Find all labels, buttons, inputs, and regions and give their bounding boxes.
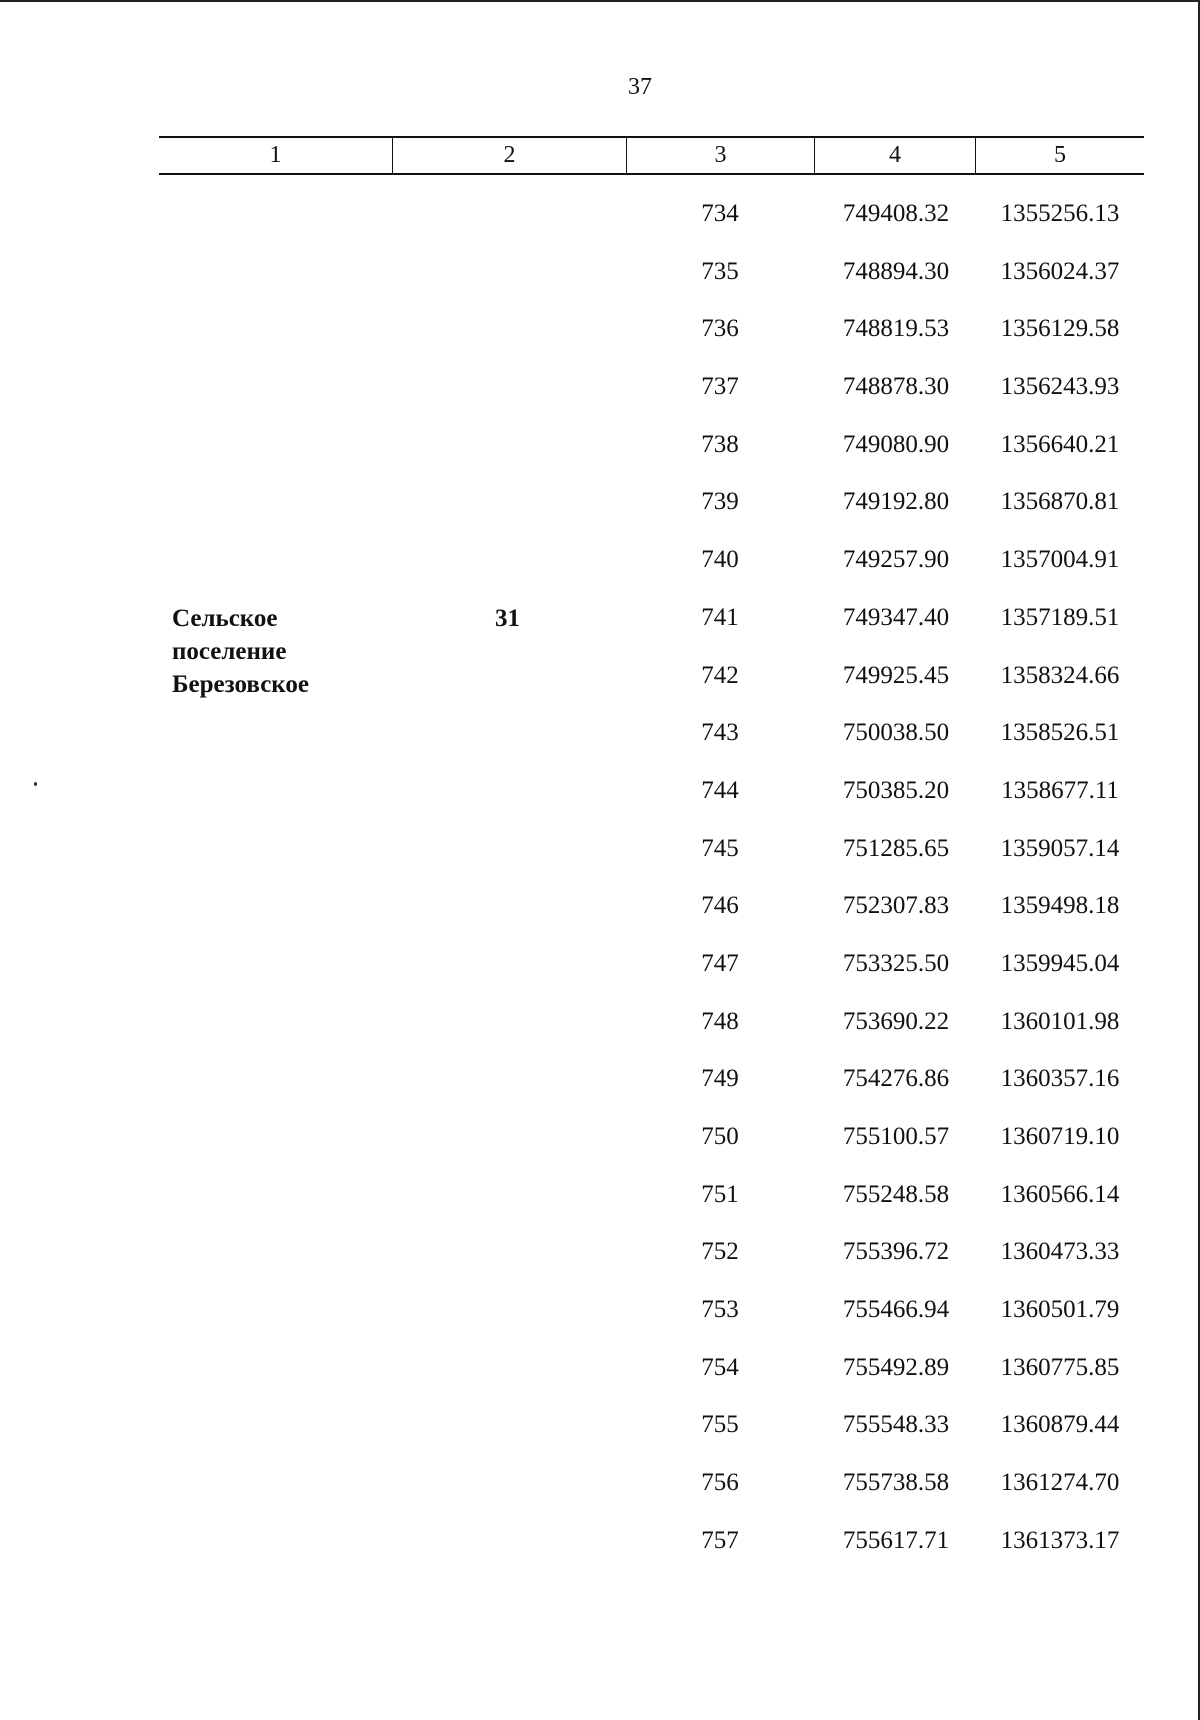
x-coordinate-cell: 751285.65 <box>842 834 950 862</box>
point-number-cell: 746 <box>701 892 739 920</box>
point-number-cell: 739 <box>701 488 739 516</box>
point-number-cell: 755 <box>701 1411 739 1439</box>
x-coordinate-cell: 750385.20 <box>842 776 950 804</box>
table-row <box>0 252 1200 310</box>
settlement-name-line: Березовское <box>172 671 309 698</box>
table-row <box>0 1002 1200 1060</box>
settlement-number: 31 <box>495 605 520 632</box>
x-coordinate-cell: 748819.53 <box>842 315 950 343</box>
x-coordinate-cell: 749408.32 <box>842 200 950 227</box>
y-coordinate-cell: 1358526.51 <box>1000 719 1120 747</box>
y-coordinate-cell: 1360566.14 <box>1000 1180 1120 1208</box>
table-row <box>0 771 1200 829</box>
y-coordinate-cell: 1356870.81 <box>1000 488 1120 516</box>
scan-border-top <box>0 0 1200 2</box>
y-coordinate-cell: 1356024.37 <box>1000 257 1120 285</box>
table-row <box>0 886 1200 944</box>
table-row <box>0 540 1200 598</box>
table-row <box>0 656 1200 714</box>
x-coordinate-cell: 755492.89 <box>842 1353 950 1381</box>
table-row <box>0 194 1200 252</box>
table-row <box>0 425 1200 483</box>
table-row <box>0 309 1200 367</box>
point-number-cell: 750 <box>701 1123 739 1150</box>
table-row <box>0 1348 1200 1406</box>
point-number-cell: 744 <box>701 776 739 804</box>
table-row <box>0 1059 1200 1117</box>
y-coordinate-cell: 1360101.98 <box>1000 1007 1120 1035</box>
x-coordinate-cell: 754276.86 <box>842 1065 950 1093</box>
x-coordinate-cell: 748894.30 <box>842 257 950 285</box>
y-coordinate-cell: 1355256.13 <box>1000 200 1120 227</box>
y-coordinate-cell: 1359945.04 <box>1000 949 1120 977</box>
x-coordinate-cell: 750038.50 <box>842 719 950 747</box>
y-coordinate-cell: 1360357.16 <box>1000 1065 1120 1093</box>
point-number-cell: 754 <box>701 1353 739 1381</box>
table-row <box>0 1175 1200 1233</box>
point-number-cell: 745 <box>701 834 739 862</box>
column-header-1: 1 <box>269 142 282 168</box>
y-coordinate-cell: 1360719.10 <box>1000 1123 1120 1150</box>
y-coordinate-cell: 1356640.21 <box>1000 430 1120 458</box>
table-header <box>159 136 1144 175</box>
x-coordinate-cell: 748878.30 <box>842 373 950 401</box>
x-coordinate-cell: 755466.94 <box>842 1296 950 1324</box>
point-number-cell: 747 <box>701 949 739 977</box>
x-coordinate-cell: 749257.90 <box>842 546 950 574</box>
point-number-cell: 736 <box>701 315 739 343</box>
x-coordinate-cell: 755738.58 <box>842 1469 950 1497</box>
table-row <box>0 598 1200 656</box>
table-row <box>0 1521 1200 1579</box>
settlement-name-line: поселение <box>172 638 287 665</box>
y-coordinate-cell: 1359498.18 <box>1000 892 1120 920</box>
table-row <box>0 944 1200 1002</box>
scan-speck <box>34 782 37 786</box>
table-row <box>0 1290 1200 1348</box>
y-coordinate-cell: 1360501.79 <box>1000 1296 1120 1324</box>
column-header-2: 2 <box>392 138 626 173</box>
y-coordinate-cell: 1357004.91 <box>1000 546 1120 574</box>
column-header-5: 5 <box>975 138 1144 173</box>
point-number-cell: 742 <box>701 661 739 689</box>
x-coordinate-cell: 749347.40 <box>842 603 950 631</box>
point-number-cell: 748 <box>701 1007 739 1035</box>
x-coordinate-cell: 752307.83 <box>842 892 950 920</box>
point-number-cell: 753 <box>701 1296 739 1324</box>
point-number-cell: 749 <box>701 1065 739 1093</box>
y-coordinate-cell: 1358677.11 <box>1001 776 1119 804</box>
page-number: 37 <box>628 74 652 100</box>
column-header-4: 4 <box>814 138 975 173</box>
point-number-cell: 752 <box>701 1238 739 1266</box>
y-coordinate-cell: 1357189.51 <box>1000 603 1120 631</box>
y-coordinate-cell: 1358324.66 <box>1000 661 1120 689</box>
x-coordinate-cell: 755100.57 <box>842 1123 950 1150</box>
coordinate-table-body <box>0 194 1200 1579</box>
x-coordinate-cell: 753325.50 <box>842 949 950 977</box>
x-coordinate-cell: 755396.72 <box>842 1238 950 1266</box>
x-coordinate-cell: 755617.71 <box>842 1526 950 1554</box>
table-row <box>0 482 1200 540</box>
table-row <box>0 713 1200 771</box>
point-number-cell: 756 <box>701 1469 739 1497</box>
point-number-cell: 751 <box>701 1180 739 1208</box>
y-coordinate-cell: 1360879.44 <box>1000 1411 1120 1439</box>
y-coordinate-cell: 1356129.58 <box>1000 315 1120 343</box>
column-header-3: 3 <box>626 138 814 173</box>
point-number-cell: 737 <box>701 373 739 401</box>
x-coordinate-cell: 749080.90 <box>842 430 950 458</box>
table-row <box>0 1232 1200 1290</box>
point-number-cell: 735 <box>701 257 739 285</box>
table-row <box>0 829 1200 887</box>
y-coordinate-cell: 1361274.70 <box>1000 1469 1120 1497</box>
y-coordinate-cell: 1360775.85 <box>1000 1353 1120 1381</box>
table-row <box>0 1463 1200 1521</box>
point-number-cell: 757 <box>701 1526 739 1554</box>
y-coordinate-cell: 1360473.33 <box>1000 1238 1120 1266</box>
x-coordinate-cell: 755548.33 <box>842 1411 950 1439</box>
y-coordinate-cell: 1361373.17 <box>1000 1526 1120 1554</box>
point-number-cell: 738 <box>701 430 739 458</box>
point-number-cell: 734 <box>701 200 739 227</box>
point-number-cell: 743 <box>701 719 739 747</box>
settlement-name-line: Сельское <box>172 605 278 632</box>
point-number-cell: 740 <box>701 546 739 574</box>
y-coordinate-cell: 1359057.14 <box>1000 834 1120 862</box>
y-coordinate-cell: 1356243.93 <box>1000 373 1120 401</box>
table-row <box>0 1117 1200 1175</box>
x-coordinate-cell: 753690.22 <box>842 1007 950 1035</box>
point-number-cell: 741 <box>701 603 739 631</box>
x-coordinate-cell: 749925.45 <box>842 661 950 689</box>
table-row <box>0 367 1200 425</box>
x-coordinate-cell: 755248.58 <box>842 1180 950 1208</box>
x-coordinate-cell: 749192.80 <box>842 488 950 516</box>
table-row <box>0 1405 1200 1463</box>
